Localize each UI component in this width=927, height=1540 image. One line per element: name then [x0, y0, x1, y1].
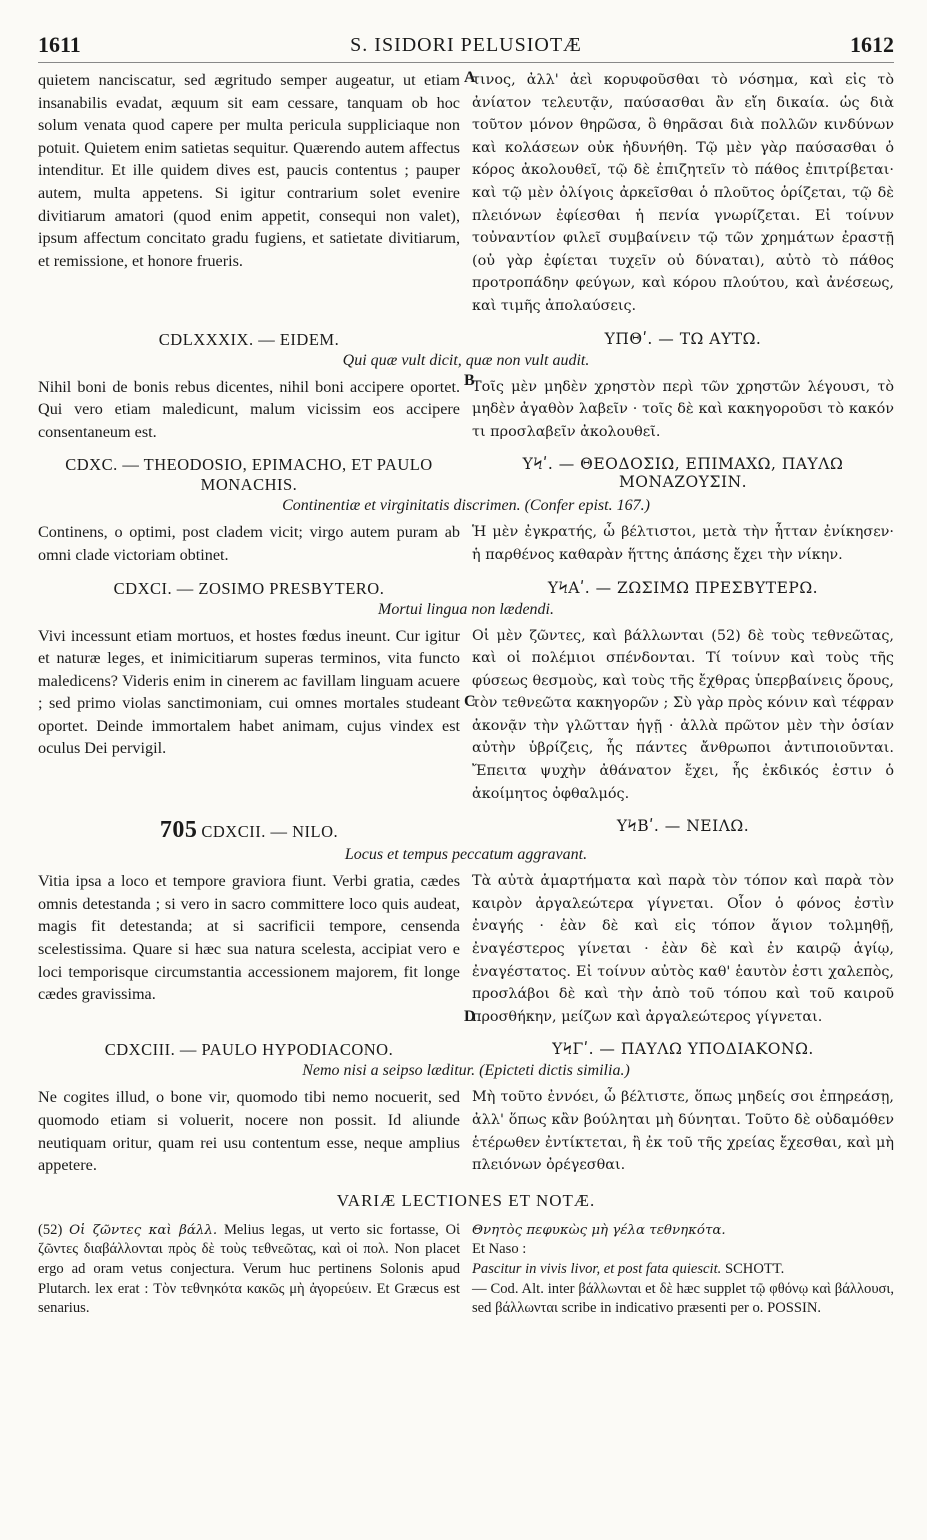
notes-title: VARIÆ LECTIONES ET NOTÆ. — [336, 1190, 596, 1210]
column-number-inline: 705 — [159, 817, 198, 844]
note-reference: (52) — [38, 1221, 63, 1238]
note-quote: Pascitur in vivis livor, et post fata quiescit. — [472, 1260, 722, 1277]
latin-heading: CDXCI. — ZOSIMO PRESBYTERO. — [113, 578, 385, 598]
greek-text: Τὰ αὐτὰ ἁμαρτήματα καὶ παρὰ τὸν τόπον καὶ παρὰ τὸν καιρὸν ἀργαλεώτερα γίγνεται. Οἷον ὁ φόνος ἐστὶν ἐναγής · ἐὰν δὲ καὶ εἰς τόπον ἅγιον τολμηθῇ, ἐναγέστερος γίνεται · ἐὰν δὲ καὶ ἐν καιρῷ ἁγίῳ, ἐναγέστατος. Εἰ τοίνυν αὐτὸς καθ' ἑαυτὸν ἐστι χαλεπὸς, προσλάβοι δὲ καὶ τὴν ἀπὸ τοῦ τόπου καὶ τοῦ καιροῦ προσθήκην, μείζων καὶ ἀργαλεώτερος γίγνεται. — [472, 873, 894, 1025]
page-header — [38, 28, 894, 63]
greek-heading: ΥΠΘʹ. — ΤΩ ΑΥΤΩ. — [604, 329, 762, 348]
section-subtitle: Locus et tempus peccatum aggravant. — [344, 846, 588, 864]
section-body — [38, 1086, 894, 1176]
page — [38, 28, 894, 1319]
section-body — [38, 625, 894, 806]
margin-marker-d: D — [464, 1008, 476, 1026]
greek-text: Οἱ μὲν ζῶντες, καὶ βάλλωνται (52) δὲ τοὺς τεθνεῶτας, καὶ οἱ πολέμιοι σπένδονται. Τί τοίνυν καὶ τοὺς τῆς φύσεως θεσμοὺς, καὶ τοὺς τῆς ἔχθρας ὑπερβαίνεις ὅρους, τὸν τεθνεῶτα κακηγορῶν ; Σὺ γὰρ πρὸς κόνιν καὶ τέφραν ἀκονᾷν τὴν γλῶτταν ἡγῇ · ἀλλὰ πρῶτον μὲν τὴν ὁσίαν αὐτὴν ὑβρίζεις, ἧς πάντες ἄνθρωποι ἀντιποιοῦνται. Ἔπειτα ψυχὴν ἀθάνατον ἔχει, ἧς ἐκδικός ἐστιν ὁ ἀκοίμητος ὀφθαλμός. — [472, 627, 894, 802]
latin-text: Nihil boni de bonis rebus dicentes, nihil boni accipere oportet. Qui vero etiam maledicunt, malum vicissim eos accipere consentaneum est. — [38, 377, 460, 441]
section-heading — [38, 330, 894, 350]
note-greek-verse: Θνητὸς πεφυκὼς μὴ γέλα τεθνηκότα. — [472, 1222, 726, 1238]
note-lemma: Οἱ ζῶντες καὶ βάλλ. — [69, 1222, 218, 1238]
latin-heading-text: CDXCII. — NILO. — [201, 822, 339, 842]
section-heading — [38, 1040, 894, 1060]
section-body — [38, 371, 894, 444]
latin-heading: CDLXXXIX. — EIDEM. — [158, 329, 340, 349]
greek-heading: ΥϞΒʹ. — ΝΕΙΛΩ. — [616, 817, 750, 836]
latin-heading: CDXC. — THEODOSIO, EPIMACHO, ET PAULO MONACHIS. — [65, 455, 433, 495]
section-heading — [38, 455, 894, 495]
section-heading — [38, 817, 894, 844]
running-title: S. ISIDORI PELUSIOTÆ — [350, 34, 582, 56]
latin-heading — [38, 817, 460, 844]
latin-heading: CDXCIII. — PAULO HYPODIACONO. — [104, 1040, 394, 1060]
greek-text: τινος, ἀλλ' ἀεὶ κορυφοῦσθαι τὸ νόσημα, καὶ εἰς τὸ ἀνίατον τελευτᾷν, παύσασθαι ἂν εἴη δικαία. ὡς διὰ τοῦτον μόνον θηρῶσα, ὃ θηρᾶσαι διὰ πολλῶν κινδύνων καὶ κολάσεων οὐκ ἠδυνήθη. Τῷ μὲν γὰρ παύσασθαι ὁ κόρος ἀκολουθεῖ, τῷ δὲ ἐπιζητεῖν τὸ πάθος ἐπιτρίβεται· καὶ τῷ μὲν ὀλίγοις ἀρκεῖσθαι ὁ πλοῦτος ὁρίζεται, τῷ δὲ πλειόνων ἐφίεσθαι ἡ πενία γνωρίζεται. Εἰ τοίνυν τοὐναντίον φιλεῖ συμβαίνειν τῷ τῶν χρημάτων ἐραστῇ (οὐ γὰρ ἐφίεται τυχεῖν οὐ δύναται), αὐτὸ τὸ πάθος προτροπάδην φεύγων, καὶ κόρου πλούτου, καὶ ἀνέσεως, καὶ τιμῆς ἀπολαύσεις. — [472, 72, 894, 314]
greek-text: Τοῖς μὲν μηδὲν χρηστὸν περὶ τῶν χρηστῶν λέγουσι, τὸ μηδὲν ἀγαθὸν λαβεῖν · τοῖς δὲ καὶ κακηγοροῦσι τὸ κακόν τι προσλαβεῖν ἀκολουθεῖ. — [472, 378, 894, 440]
section-subtitle: Qui quæ vult dicit, quæ non vult audit. — [342, 351, 590, 369]
note-text: — Cod. Alt. inter βάλλωνται et δὲ hæc supplet τῷ φθόνῳ καὶ βάλλουσι, sed βάλλωνται scribe in indicativo præsenti per ο. POSSIN. — [472, 1280, 894, 1317]
latin-text: Vitia ipsa a loco et tempore graviora fiunt. Verbi gratia, cædes omnis detestanda ; si vero in sacro committere loco quis audeat, magis fit detestanda; at si sacrificii tempore, censenda scelestissima. Quare si hæc sua natura scelesta, accipiat vero e loci temporisque circumstantia accessionem majorem, fit longe cædes gravissima. — [38, 872, 460, 1004]
notes-block — [38, 1221, 894, 1319]
section-subtitle: Mortui lingua non lædendi. — [378, 600, 554, 618]
section-subtitle: Continentiæ et virginitatis discrimen. (Confer epist. 167.) — [282, 497, 650, 515]
greek-heading: ΥϞΑʹ. — ΖΩΣΙΜΩ ΠΡΕΣΒΥΤΕΡΩ. — [547, 578, 819, 597]
latin-text: Vivi incessunt etiam mortuos, et hostes fœdus ineunt. Cur igitur et naturæ leges, et inimicitiarum superas terminos, vita functo maledicens? Videris enim in cinerem ac favillam linguam acuere ; sed primo violas sanctimoniam, cui omnes mortales studeant oportet. Deinde immortalem habet animam, cujus vindex est oculus Dei pervigil. — [38, 626, 460, 758]
greek-text: Ἡ μὲν ἐγκρατής, ὦ βέλτιστοι, μετὰ τὴν ἧτταν ἐνίκησεν· ἡ παρθένος καθαρὰν ἥττης ἁπάσης ἔχει τὴν νίκην. — [472, 524, 894, 563]
section-subtitle: Nemo nisi a seipso læditur. (Epicteti dictis similia.) — [302, 1062, 630, 1080]
note-quote-line — [472, 1260, 894, 1280]
section-heading — [38, 579, 894, 599]
intro-block — [38, 69, 894, 318]
note-left — [38, 1221, 460, 1319]
margin-marker-c: C — [464, 692, 476, 710]
note-naso: Et Naso : — [472, 1241, 527, 1258]
column-number-left: 1611 — [38, 32, 81, 57]
note-text: Melius legas, ut verto sic fortasse, Οἱ ζῶντες διαβάλλονται πρὸς δὲ τοὺς τεθνεῶτας, καὶ οἱ πολ. Non placet ergo ad oram vetus conjectura. Verum huc pertinens Solonis apud Plutarch. lex erat : Τὸν τεθνηκότα κακῶς μὴ ἀγορεύειν. Et Græcus est senarius. — [38, 1221, 460, 1317]
greek-heading: ΥϞʹ. — ΘΕΟΔΟΣΙΩ, ΕΠΙΜΑΧΩ, ΠΑΥΛΩ ΜΟΝΑΖΟΥΣΙΝ. — [522, 455, 844, 492]
section-body — [38, 870, 894, 1028]
margin-marker-a: A — [464, 69, 476, 86]
note-right — [472, 1221, 894, 1319]
note-attribution: SCHOTT. — [724, 1260, 785, 1277]
column-number-right: 1612 — [850, 32, 894, 57]
margin-marker-b: B — [464, 371, 475, 389]
section-body — [38, 521, 894, 566]
latin-text: Ne cogites illud, o bone vir, quomodo tibi nemo nocuerit, sed quomodo etiam si voluerit, nocere non possit. Id aliunde neutiquam oritur, quam rei usu contentum esse, neque amplius appetere. — [38, 1088, 460, 1175]
greek-heading: ΥϞΓʹ. — ΠΑΥΛΩ ΥΠΟΔΙΑΚΟΝΩ. — [552, 1040, 814, 1059]
latin-text: Continens, o optimi, post cladem vicit; virgo autem puram ab omni clade victoriam obtinet. — [38, 523, 460, 564]
latin-text: quietem nanciscatur, sed ægritudo semper augeatur, ut etiam insanabilis evadat, æquum sit eam cessare, tanquam ob hoc solum venata quod capere per multa pericula suppliciaque non potuit. Quietem enim satietas sequitur. Quærendo autem affectus intenditur. Et ille quidem dives est, paucis contentus ; pauper autem, multa appetens. Si igitur contrarium solet evenire divitiarum amatori (quod enim appetit, consequi non valet), ipsum affectum concitato gradu fugiens, et satietate divitiarum, et remissione, et honore frueris. — [38, 71, 460, 270]
greek-text: Μὴ τοῦτο ἐννόει, ὦ βέλτιστε, ὅπως μηδείς σοι ἐπηρεάσῃ, ἀλλ' ὅπως κἂν βούληται μὴ δύνηται. Τοῦτο δὲ οὐδαμόθεν ἑτέρωθεν ἐντίκτεται, ἢ ἐκ τοῦ τῆς χρείας ἔχεσθαι, καὶ μὴ πλειόνων ὀρέγεσθαι. — [472, 1089, 894, 1174]
